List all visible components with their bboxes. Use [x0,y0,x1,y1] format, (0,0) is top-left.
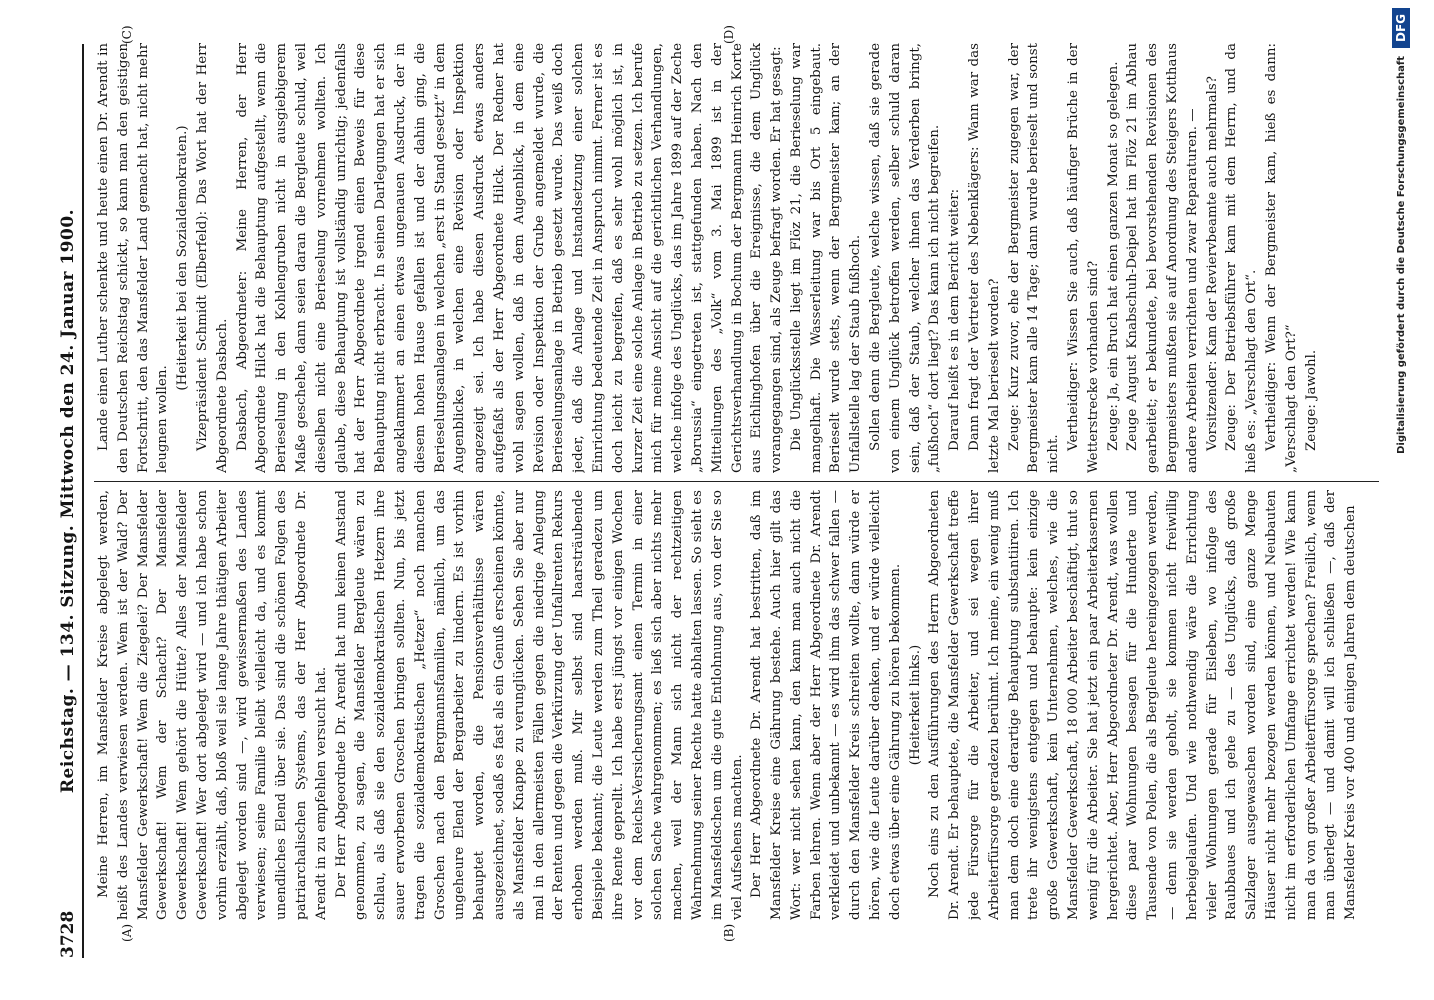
dfg-logo: DFG [1392,8,1410,48]
page-header [56,44,84,958]
page-title: Reichstag. — 134. Sitzung. Mittwoch den 24. Januar 1900. [58,208,78,794]
testimony-line: Dann fragt der Vertreter des Nebenklägers: Wann war das letzte Mal berieselt worden? [967,43,1002,473]
testimony-line: Zeuge: Ja, ein Bruch hat einen ganzen Monat so gelegen. [1105,61,1121,451]
paragraph: Darauf heißt es in dem Bericht weiter: [947,188,963,451]
testimony-line: Vertheidiger: Wissen Sie auch, daß häufiger Brüche in der Wetterstrecke vorhanden sind? [1066,43,1101,473]
paragraph: Lande einen Luther schenkte und heute einen Dr. Arendt in den Deutschen Reichstag schickt, so kann man den geistigen Fortschritt, den das Mansfelder Land gemacht hat, nicht mehr leugnen wollen. [96,43,171,473]
stage-note: (Heiterkeit bei den Sozialdemokraten.) [175,125,191,391]
margin-marker-b: (B) [722,923,736,942]
page-number: 3728 [58,910,78,958]
text-column-left [94,490,1379,920]
testimony-line: Zeuge: Kurz zuvor, ehe der Bergmeister zugegen war, der Bergmeister kam alle 14 Tage; dann wurde berieselt und sonst nicht. [1006,43,1062,473]
paragraph: Der Herr Abgeordnete Dr. Arendt hat bestritten, daß im Mansfelder Kreise eine Gährung bestehe. Auch hier gilt das Wort: wer nicht sehen kann, den kann man auch nicht die Farben lehren. Wenn aber der Herr Abgeordnete Dr. Arendt verkleidet und unbekannt — es wird ihm das schwer fallen — durch den Mansfelder Kreis schreiten wollte, dann würde er hören, wie die Leute darüber denken, und er würde vielleicht doch etwas über eine Gährung zu hören bekommen. [749,490,903,920]
testimony-line: Zeuge August Knabschuh-Deipel hat im Flöz 21 im Abhau gearbeitet; er bekundete, bei bevorstehenden Revisionen des Bergmeisters mußten sie auf Anordnung des Steigers Kotthaus andere Arbeiten verrichten und zwar Reparaturen. — [1125,43,1200,473]
testimony-line: Vorsitzender: Kam der Reviervbeamte auch mehrmals? [1204,76,1220,451]
column-divider [94,481,1379,482]
testimony-line: Zeuge: Jawohl. [1303,349,1319,451]
testimony-line: Zeuge: Der Betriebsführer kam mit dem Herrn, und da hieß es: „Verschlagt den Ort“. [1224,43,1260,473]
margin-marker-c: (C) [120,25,134,44]
paragraph: Vizepräsident Schmidt (Elberfeld): Das Wort hat der Herr Abgeordnete Dasbach. [194,43,230,473]
paragraph: Der Herr Abgeordnete Dr. Arendt hat nun keinen Anstand genommen, zu sagen, die Mansfelder Bergleute wären zu schlau, als daß sie den sozialdemokratischen Hetzern ihre sauer erworbenen Groschen bringen sollten. Nun, bis jetzt tragen die sozialdemokratischen „Hetzer“ noch manchen Groschen nach den Bergmannsfamilien, nämlich, um das ungeheure Elend der Bergarbeiter zu lindern. Es ist vorhin behauptet worden, die Pensionsverhältnisse wären ausgezeichnet, sodaß es fast als ein Genuß erscheinen könnte, als Mansfelder Knappe zu verunglücken. Sehen Sie aber nur mal in den allermeisten Fällen gegen die niedrige Anlegung der Renten und gegen die Verkürzung der Unfallrenten Rekurs erhoben werden muß. Mir selbst sind haarsträubende Beispiele bekannt; die Leute werden zum Theil geradezu um ihre Rente geprellt. Ich habe erst jüngst vor einigen Wochen vor dem Reichs-Versicherungsamt einen Termin in einer solchen Sache wahrgenommen; es ließ sich aber nichts mehr machen, weil der Mann sich nicht der rechtzeitigen Wahrnehmung seiner Rechte hatte abhalten lassen. So sieht es im Mansfeldschen um die gute Entlohnung aus, von der Sie so viel Aufsehens machten. [333,490,745,920]
paragraph: Dasbach, Abgeordneter: Meine Herren, der Herr Abgeordnete Hilck hat die Behauptung aufgestellt, wenn die Berieselung in den Kohlengruben nicht in ausgiebigerem Maße geschehe, dann seien daran die Bergleute schuld, weil dieselben nicht eine Berieselung vornehmen wollten. Ich glaube, diese Behauptung ist vollständig unrichtig; jedenfalls hat der Herr Abgeordnete irgend einen Beweis für diese Behauptung nicht erbracht. In seinen Darlegungen hat er sich angeklammert an einen etwas ungenauen Ausdruck, der in diesem hohen Hause gefallen ist und der dahin ging, die Berieselungsanlagen in welchen „erst in Stand gesetzt“ in dem Augenblicke, in welchen eine Revision oder Inspektion angezeigt sei. Ich habe diesen Ausdruck etwas anders aufgefaßt als der Herr Abgeordnete Hilck. Der Redner hat wohl sagen wollen, daß in dem Augenblick, in dem eine Revision oder Inspektion der Grube angemeldet wurde, die Berieselungsanlage in Betrieb gesetzt wurde. Das weiß doch jeder, daß die Anlage und Instandsetzung einer solchen Einrichtung bedeutende Zeit in Anspruch nimmt. Ferner ist es doch leicht zu begreifen, daß es sehr wohl möglich ist, in kurzer Zeit eine solche Anlage in Betrieb zu setzen. Ich berufe mich für meine Ansicht auf die gerichtlichen Verhandlungen, welche infolge des Unglücks, das im Jahre 1899 auf der Zeche „Borussia“ eingetreten ist, stattgefunden haben. Nach den Mitteilungen des „Volk“ vom 3. Mai 1899 ist in der Gerichtsverhandlung in Bochum der Bergmann Heinrich Korte aus Eichlinghofen über die Ereignisse, die dem Unglück vorangegangen sind, als Zeuge befragt worden. Er hat gesagt: [234,43,785,473]
paragraph: Sollen denn die Bergleute, welche wissen, daß sie gerade von einem Unglück betroffen werden, selber schuld daran sein, daß der Staub, welcher ihnen das Verderben bringt, „fußhoch“ dort liegt? Das kann ich nicht begreifen. [868,43,943,473]
quoted-testimony: Die Unglücksstelle liegt im Flöz 21, die Berieselung war mangelhaft. Die Wasserleitung war bis Ort 5 eingebaut. Berieselt wurde stets, wenn der Bergmeister kam; an der Unfallstelle lag der Staub fußhoch. [788,43,864,473]
paragraph: Noch eins zu den Ausführungen des Herrn Abgeordneten Dr. Arendt. Er behauptete, die Mansfelder Gewerkschaft treffe jede Fürsorge für die Arbeiter, und sei wegen ihrer Arbeiterfürsorge geradezu berühmt. Ich meine, ein wenig muß man dem doch eine derartige Behauptung substantiiren. Ich trete ihr wenigstens entgegen und behaupte: kein einzige große Gewerkschaft, kein Unternehmen, welches, wie die Mansfelder Gewerkschaft, 18 000 Arbeiter beschäftigt, thut so wenig für die Arbeiter. Sie hat jetzt ein paar Arbeiterkasernen hergerichtet. Aber, Herr Abgeordneter Dr. Arendt, was wollen diese paar Wohnungen besagen für die Hunderte und Tausende von Polen, die als Bergleute hereingezogen werden, — denn sie werden geholt, sie kommen nicht freiwillig herbeigelaufen. Und wie nothwendig wäre die Errichtung vieler Wohnungen gerade für Eisleben, wo infolge des Raubbaues und ich gehe zu — des Unglücks, daß große Salzlager ausgewaschen worden sind, eine ganze Menge Häuser nicht mehr bezogen werden können, und Neubauten nicht im erforderlichen Umfange errichtet werden! Wie kann man da von großer Arbeiterfürsorge sprechen? Freilich, wenn man überlegt — und damit will ich schließen —, daß der Mansfelder Kreis vor 400 und einigen Jahren dem deutschen [927,490,1359,920]
funding-notice: Digitalisierung gefördert durch die Deutsche Forschungsgemeinschaft [1396,56,1407,454]
text-column-right [94,43,1379,473]
paragraph: Meine Herren, im Mansfelder Kreise abgelegt werden, heißt des Landes verwiesen werden. Wem ist der Wald? Der Mansfelder Gewerkschaft! Wem die Ziegelei? Der Mansfelder Gewerkschaft! Wem der Schacht? Der Mansfelder Gewerkschaft! Wem gehört die Hütte? Alles der Mansfelder Gewerkschaft! Wer dort abgelegt wird — und ich habe schon vorhin erzählt, daß, bloß weil sie lange Jahre thätigen Arbeiter abgelegt worden sind —, wird gewissermaßen des Landes verwiesen; seine Familie bleibt vielleicht da, und es kommt unendliches Elend über sie. Das sind die schönen Folgen des patriarchalischen Systems, das der Herr Abgeordnete Dr. Arendt in zu empfehlen versucht hat. [96,490,329,920]
margin-marker-d: (D) [722,25,736,44]
testimony-line: Vertheidiger: Wenn der Bergmeister kam, hieß es dann: „Verschlagt den Ort?“ [1264,43,1299,473]
digitization-footer [1388,0,1418,1000]
margin-marker-a: (A) [120,923,134,942]
stage-note: (Heiterkeit links.) [907,644,923,766]
